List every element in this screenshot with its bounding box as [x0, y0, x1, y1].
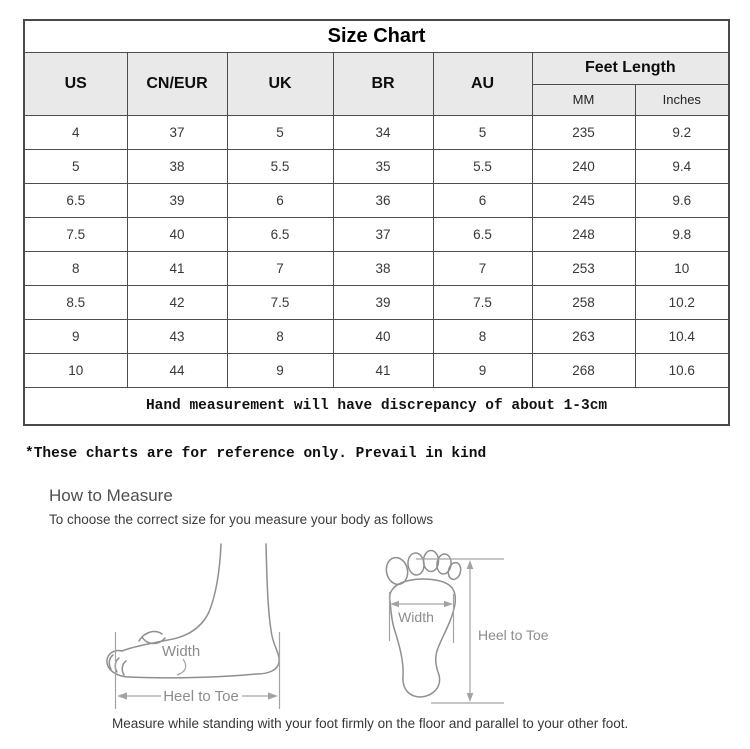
size-cell: 9 — [24, 320, 127, 354]
size-cell: 7 — [227, 252, 333, 286]
how-to-measure-subheading: To choose the correct size for you measure your body as follows — [49, 512, 434, 527]
foot-sole-outline — [390, 579, 456, 697]
arrow-head-left-icon — [117, 692, 127, 699]
size-cell: 8 — [24, 252, 127, 286]
size-cell: 6.5 — [433, 218, 532, 252]
size-cell: 9.6 — [635, 184, 729, 218]
size-cell: 37 — [127, 116, 227, 150]
size-cell: 38 — [127, 150, 227, 184]
size-row — [24, 320, 729, 354]
size-cell: 258 — [532, 286, 635, 320]
size-cell: 10.6 — [635, 354, 729, 388]
size-cell: 245 — [532, 184, 635, 218]
size-cell: 10 — [635, 252, 729, 286]
footnote-row — [24, 388, 729, 426]
size-cell: 41 — [127, 252, 227, 286]
size-cell: 5 — [433, 116, 532, 150]
column-header-cneur: CN/EUR — [127, 53, 227, 116]
column-header-br: BR — [333, 53, 433, 116]
sole-width-label: Width — [398, 609, 434, 625]
size-cell: 235 — [532, 116, 635, 150]
size-row — [24, 116, 729, 150]
size-cell: 38 — [333, 252, 433, 286]
width-leader-line — [177, 659, 186, 675]
size-cell: 6 — [433, 184, 532, 218]
size-row — [24, 286, 729, 320]
size-cell: 39 — [333, 286, 433, 320]
size-cell: 39 — [127, 184, 227, 218]
size-cell: 6.5 — [227, 218, 333, 252]
size-cell: 34 — [333, 116, 433, 150]
size-chart-table — [23, 19, 730, 426]
size-table-body — [24, 116, 729, 388]
size-cell: 5 — [227, 116, 333, 150]
table-title: Size Chart — [24, 20, 729, 53]
size-cell: 44 — [127, 354, 227, 388]
table-title-row — [24, 20, 729, 53]
size-row — [24, 184, 729, 218]
size-cell: 268 — [532, 354, 635, 388]
size-cell: 40 — [333, 320, 433, 354]
size-cell: 8 — [227, 320, 333, 354]
size-cell: 9 — [227, 354, 333, 388]
how-to-measure-heading: How to Measure — [49, 486, 173, 505]
table-footnote: Hand measurement will have discrepancy of about 1-3cm — [24, 388, 729, 426]
size-cell: 9.8 — [635, 218, 729, 252]
size-cell: 7.5 — [433, 286, 532, 320]
arrow-head-up-icon — [467, 560, 474, 569]
size-cell: 7 — [433, 252, 532, 286]
size-cell: 5.5 — [227, 150, 333, 184]
size-cell: 41 — [333, 354, 433, 388]
column-header-us: US — [24, 53, 127, 116]
arrow-head-right-icon — [268, 692, 278, 699]
size-cell: 40 — [127, 218, 227, 252]
side-heel-to-toe-label: Heel to Toe — [163, 688, 239, 705]
size-cell: 35 — [333, 150, 433, 184]
size-cell: 10.4 — [635, 320, 729, 354]
size-cell: 253 — [532, 252, 635, 286]
size-cell: 8.5 — [24, 286, 127, 320]
second-toe-outline — [407, 552, 425, 576]
column-header-feet-length: Feet Length — [532, 53, 729, 85]
size-cell: 7.5 — [227, 286, 333, 320]
size-cell: 9.4 — [635, 150, 729, 184]
size-cell: 248 — [532, 218, 635, 252]
size-cell: 9.2 — [635, 116, 729, 150]
size-cell: 8 — [433, 320, 532, 354]
size-cell: 263 — [532, 320, 635, 354]
sole-heel-to-toe-label: Heel to Toe — [478, 627, 549, 643]
column-header-uk: UK — [227, 53, 333, 116]
column-header-mm: MM — [532, 84, 635, 116]
size-row — [24, 150, 729, 184]
reference-note: *These charts are for reference only. Prevail in kind — [25, 446, 487, 462]
size-cell: 4 — [24, 116, 127, 150]
size-cell: 10.2 — [635, 286, 729, 320]
size-cell: 37 — [333, 218, 433, 252]
arrow-head-right-icon — [444, 601, 453, 608]
size-cell: 10 — [24, 354, 127, 388]
size-cell: 7.5 — [24, 218, 127, 252]
third-toe-outline — [424, 551, 439, 572]
size-row — [24, 218, 729, 252]
instep-strap-curves — [139, 632, 165, 644]
side-width-label: Width — [161, 643, 201, 660]
column-header-au: AU — [433, 53, 532, 116]
size-cell: 36 — [333, 184, 433, 218]
table-header-row — [24, 53, 729, 85]
size-cell: 5 — [24, 150, 127, 184]
size-cell: 6.5 — [24, 184, 127, 218]
size-cell: 43 — [127, 320, 227, 354]
foot-sole-view-diagram — [384, 551, 549, 704]
size-row — [24, 252, 729, 286]
size-cell: 42 — [127, 286, 227, 320]
arrow-head-down-icon — [467, 693, 474, 702]
arrow-head-left-icon — [390, 601, 399, 608]
size-row — [24, 354, 729, 388]
column-header-inches: Inches — [635, 84, 729, 116]
size-cell: 9 — [433, 354, 532, 388]
size-cell: 240 — [532, 150, 635, 184]
foot-side-view-diagram — [107, 544, 280, 709]
foot-instep-outline — [122, 544, 221, 651]
size-cell: 5.5 — [433, 150, 532, 184]
size-cell: 6 — [227, 184, 333, 218]
measurement-diagram — [0, 535, 750, 720]
little-toe-outline — [447, 561, 463, 580]
measure-caption: Measure while standing with your foot firmly on the floor and parallel to your other foot. — [112, 716, 629, 731]
